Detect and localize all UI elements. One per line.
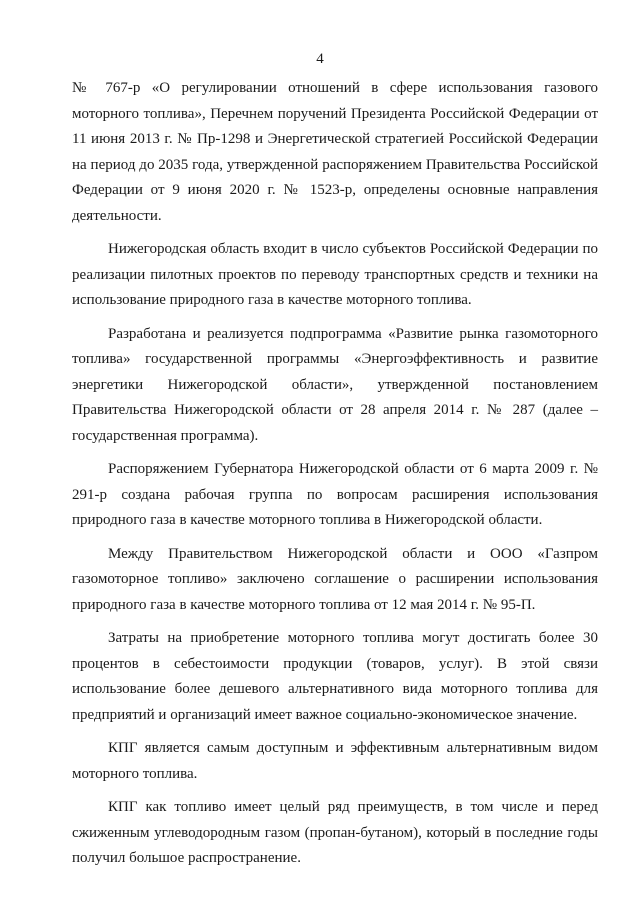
paragraph-cng-advantages: КПГ как топливо имеет целый ряд преимуществ, в том числе и перед сжиженным углеводородным газом (пропан-бутаном), который в последние годы получил большое распространение. — [72, 799, 598, 866]
document-body — [72, 76, 598, 880]
page-number: 4 — [316, 51, 324, 67]
paragraph-cng-accessible: КПГ является самым доступным и эффективным альтернативным видом моторного топлива. — [72, 740, 598, 782]
paragraph-working-group: Распоряжением Губернатора Нижегородской области от 6 марта 2009 г. № 291-р создана рабочая группа по вопросам расширения использования природного газа в качестве моторного топлива в Нижегородской области. — [72, 461, 598, 528]
paragraph-pilot-region: Нижегородская область входит в число субъектов Российской Федерации по реализации пилотных проектов по переводу транспортных средств и техники на использование природного газа в качестве моторного топлива. — [72, 241, 598, 308]
paragraph-subprogram: Разработана и реализуется подпрограмма «Развитие рынка газомоторного топлива» государственной программы «Энергоэффективность и развитие энергетики Нижегородской области», утвержденной постановлением Правительства Нижегородской области от 28 апреля 2014 г. № 287 (далее – государственная программа). — [72, 325, 598, 444]
paragraph-fuel-costs: Затраты на приобретение моторного топлива могут достигать более 30 процентов в себестоимости продукции (товаров, услуг). В этой связи использование более дешевого альтернативного вида моторного топлива для предприятий и организаций имеет важное социально-экономическое значение. — [72, 630, 598, 723]
paragraph-continuation: № 767-р «О регулировании отношений в сфере использования газового моторного топлива», Перечнем поручений Президента Российской Федерации от 11 июня 2013 г. № Пр-1298 и Энергетической стратегией Российской Федерации на период до 2035 года, утвержденной распоряжением Правительства Российской Федерации от 9 июня 2020 г. № 1523-р, определены основные направления деятельности. — [72, 80, 598, 224]
paragraph-agreement: Между Правительством Нижегородской области и ООО «Газпром газомоторное топливо» заключено соглашение о расширении использования природного газа в качестве моторного топлива от 12 мая 2014 г. № 95-П. — [72, 545, 598, 613]
